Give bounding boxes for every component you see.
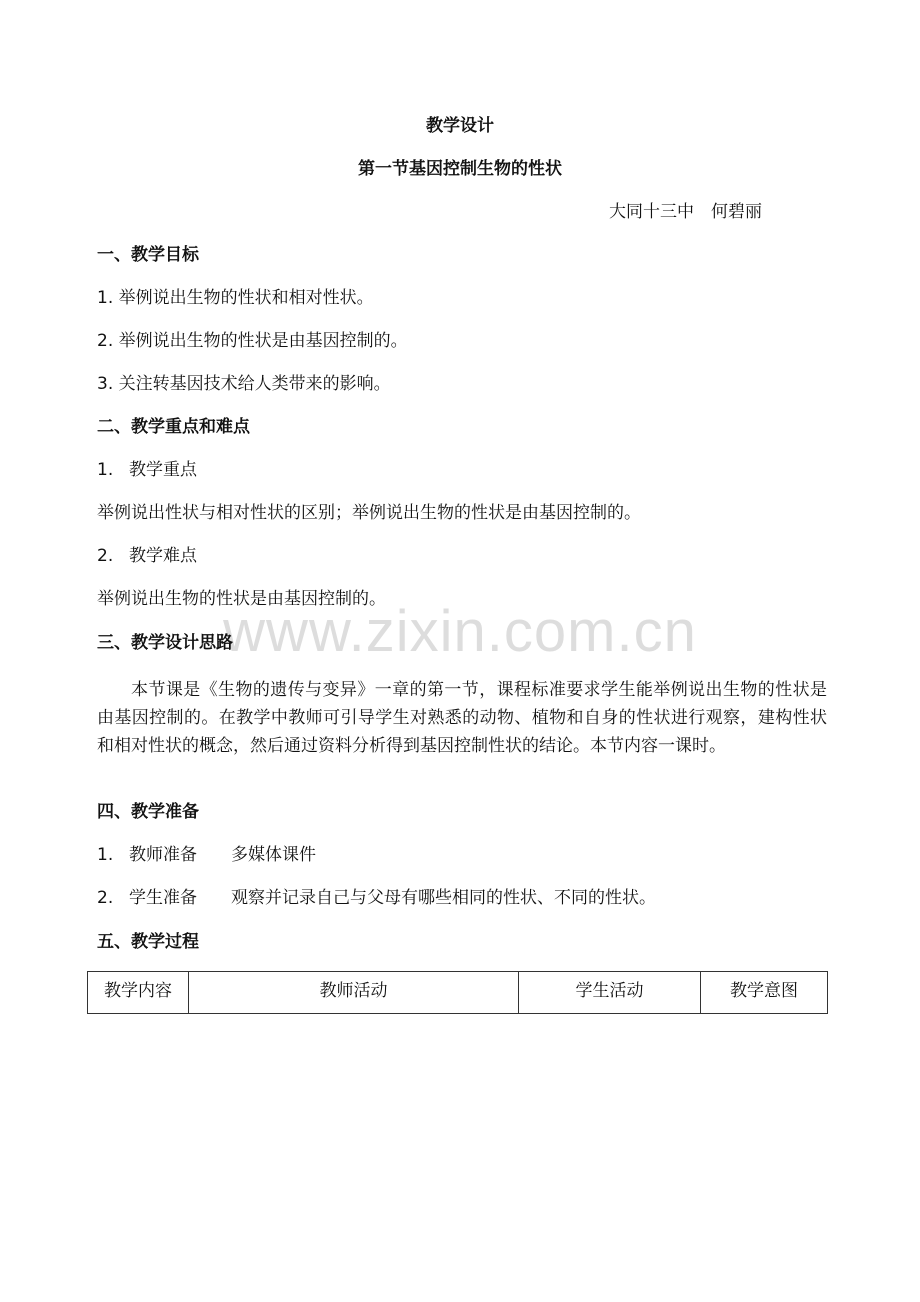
- section-heading-process: 五、教学过程: [97, 932, 199, 952]
- objective-item: [97, 330, 408, 352]
- item-number: 2.: [97, 546, 114, 566]
- item-text: 多媒体课件: [231, 845, 316, 865]
- design-idea-paragraph: 本节课是《生物的遗传与变异》一章的第一节，课程标准要求学生能举例说出生物的性状是由基因控制的。在教学中教师可引导学生对熟悉的动物、植物和自身的性状进行观察，建构性状和相对性状的概念，然后通过资料分析得到基因控制性状的结论。本节内容一课时。: [97, 680, 827, 756]
- item-number: 1.: [97, 460, 114, 480]
- preparation-item: [97, 887, 656, 909]
- table-header-cell: 教师活动: [189, 972, 519, 1014]
- table-header-cell: 学生活动: [519, 972, 701, 1014]
- section-heading-preparation: 四、教学准备: [97, 802, 199, 822]
- item-number: 2.: [97, 888, 114, 908]
- item-text: 举例说出生物的性状和相对性状。: [118, 288, 374, 308]
- item-label: 教学重点: [129, 460, 197, 480]
- item-number: 1.: [97, 845, 114, 865]
- watermark: www.zixin.com.cn: [223, 599, 697, 664]
- section-heading-key-points: 二、教学重点和难点: [97, 417, 250, 437]
- section-heading-objectives: 一、教学目标: [97, 245, 199, 265]
- key-point-label: [97, 459, 197, 481]
- difficulty-label: [97, 545, 197, 567]
- table-header-cell: 教学意图: [701, 972, 828, 1014]
- item-label: 学生准备: [129, 888, 197, 908]
- table-header-row: [88, 972, 828, 1014]
- table-header-cell: 教学内容: [88, 972, 189, 1014]
- preparation-item: [97, 844, 316, 866]
- author-line: 大同十三中 何碧丽: [609, 202, 762, 222]
- item-number: 1.: [97, 288, 114, 308]
- process-table: [87, 971, 828, 1014]
- item-label: 教学难点: [129, 546, 197, 566]
- item-number: 3.: [97, 374, 114, 394]
- document-title: 教学设计: [426, 116, 494, 136]
- objective-item: [97, 373, 391, 395]
- section-heading-design-idea: 三、教学设计思路: [97, 633, 233, 653]
- key-point-text: 举例说出性状与相对性状的区别；举例说出生物的性状是由基因控制的。: [97, 503, 641, 523]
- document-subtitle: 第一节基因控制生物的性状: [358, 159, 562, 179]
- difficulty-text: 举例说出生物的性状是由基因控制的。: [97, 589, 386, 609]
- item-text: 观察并记录自己与父母有哪些相同的性状、不同的性状。: [231, 888, 656, 908]
- item-text: 举例说出生物的性状是由基因控制的。: [118, 331, 408, 351]
- item-text: 关注转基因技术给人类带来的影响。: [118, 374, 391, 394]
- objective-item: [97, 287, 374, 309]
- item-label: 教师准备: [129, 845, 197, 865]
- item-number: 2.: [97, 331, 114, 351]
